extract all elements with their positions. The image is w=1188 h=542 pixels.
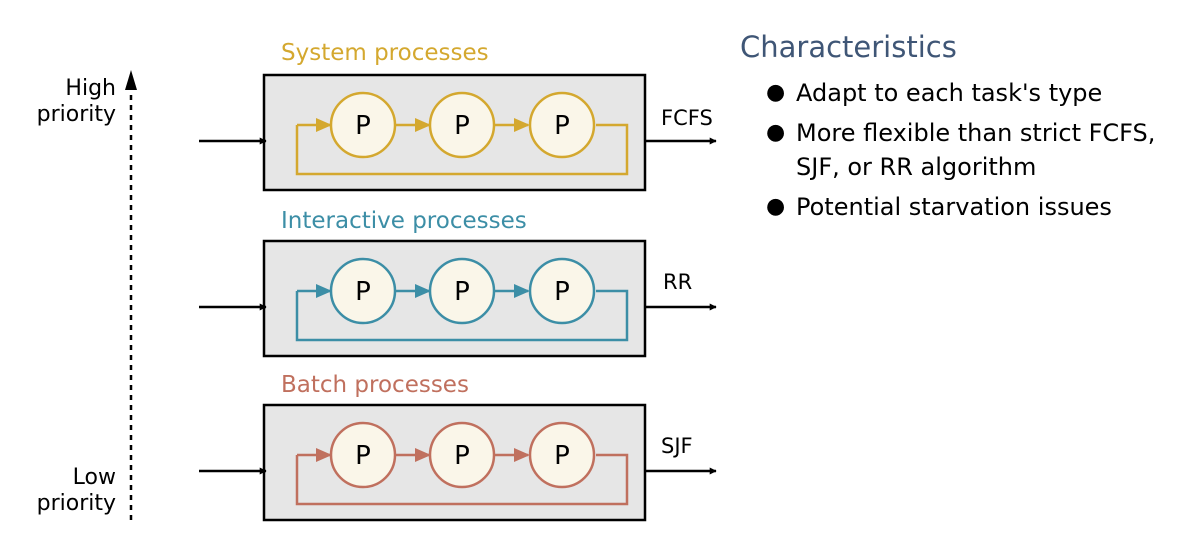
process-label: P: [554, 277, 570, 307]
process-label: P: [554, 111, 570, 141]
list-item-text: More flexible than strict FCFS, SJF, or RR algorithm: [796, 119, 1156, 181]
characteristics-title: Characteristics: [740, 30, 957, 64]
bullet-icon: ●: [766, 120, 786, 145]
characteristics-list: [740, 76, 1180, 224]
low-priority-label: Low: [72, 465, 116, 490]
queue-title: System processes: [281, 40, 489, 66]
low-priority-label: priority: [36, 491, 116, 516]
process-label: P: [355, 111, 371, 141]
process-label: P: [554, 441, 570, 471]
queue-system: [199, 40, 716, 190]
list-item: [740, 190, 1180, 224]
bullet-icon: ●: [766, 80, 786, 105]
bullet-icon: ●: [766, 194, 786, 219]
characteristics-panel: [740, 30, 1180, 230]
priority-axis-arrowhead: [125, 70, 137, 90]
queue-title: Batch processes: [281, 372, 469, 398]
list-item: [740, 76, 1180, 110]
process-label: P: [454, 441, 470, 471]
high-priority-label: priority: [36, 102, 116, 127]
list-item-text: Potential starvation issues: [796, 193, 1112, 221]
process-label: P: [454, 111, 470, 141]
process-label: P: [355, 277, 371, 307]
list-item: [740, 116, 1180, 184]
queue-algorithm-label: SJF: [661, 434, 693, 458]
process-label: P: [355, 441, 371, 471]
list-item-text: Adapt to each task's type: [796, 79, 1103, 107]
high-priority-label: High: [65, 76, 116, 101]
process-label: P: [454, 277, 470, 307]
queue-title: Interactive processes: [281, 208, 527, 234]
queue-algorithm-label: FCFS: [661, 106, 713, 130]
queue-batch: [199, 372, 716, 520]
queue-interactive: [199, 208, 716, 356]
queue-algorithm-label: RR: [663, 270, 693, 294]
